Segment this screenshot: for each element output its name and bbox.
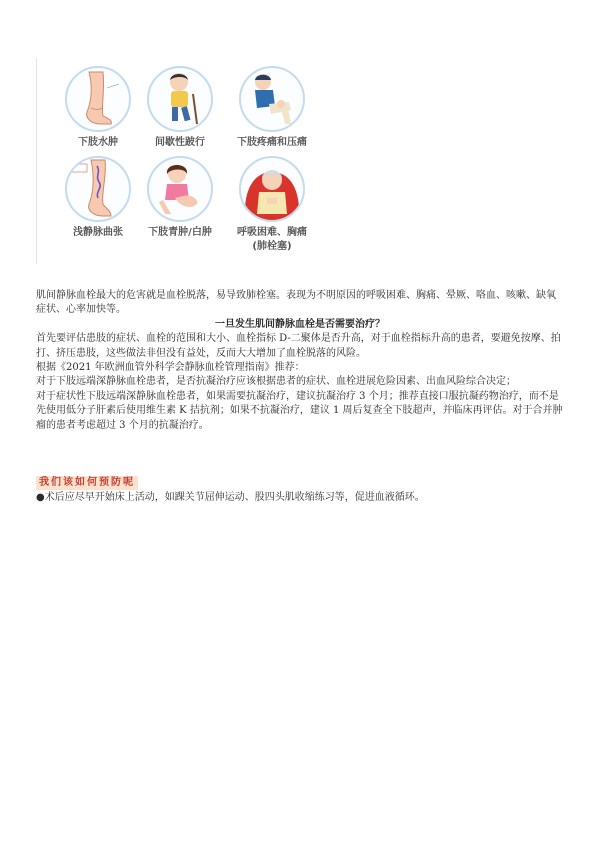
symptom-bruise: [138, 156, 222, 240]
symptom-label: 呼吸困难、胸痛: [237, 227, 307, 238]
paragraph-assessment: 首先要评估患肢的症状、血栓的范围和大小、血栓指标 D-二聚体是否升高，对于血栓指标升高的患者，要避免按摩、拍打、挤压患肢，这些做法非但没有益处，反而大大增加了血栓脱落的风险。: [36, 333, 561, 359]
section-question-title: 一旦发生肌间静脉血栓是否需要治疗？: [215, 318, 385, 330]
symptom-label: 下肢疼痛和压痛: [237, 137, 307, 148]
paragraph-recommendation-2: 对于症状性下肢远端深静脉血栓患者，如果需要抗凝治疗，建议抗凝治疗 3 个月；推荐直接口服抗凝药物治疗，而不是先使用低分子肝素后使用维生素 K 拮抗剂；如果不抗凝治疗，建议 1 周后复查全下肢超声，并临床再评估。对于合并肿瘤的患者考虑超过 3 个月的抗凝治疗。: [36, 390, 563, 431]
swollen-leg-icon: [65, 66, 131, 132]
symptom-label: 下肢青肿/白肿: [148, 227, 212, 238]
paragraph-hazard: 肌间静脉血栓最大的危害就是血栓脱落，易导致肺栓塞。表现为不明原因的呼吸困难、胸痛、晕厥、咯血、咳嗽、缺氧症状、心率加快等。: [36, 290, 556, 316]
symptom-varicose: [56, 156, 140, 240]
prevention-heading: 我们该如何预防呢: [36, 476, 138, 490]
paragraph-guideline: 根据《2021 年欧洲血管外科学会静脉血栓管理指南》推荐：: [36, 362, 305, 374]
symptom-leg-pain: [230, 66, 314, 150]
prevention-bullet: ●术后应尽早开始床上活动，如踝关节屈伸运动、股四头肌收缩练习等，促进血液循环。: [36, 492, 425, 503]
symptoms-figure: [36, 58, 312, 264]
symptom-claudication: [138, 66, 222, 150]
symptom-dyspnea: [230, 156, 314, 254]
symptom-label: 下肢水肿: [78, 137, 118, 148]
leg-pain-icon: [239, 66, 305, 132]
paragraph-recommendation-1: 对于下肢远端深静脉血栓患者，是否抗凝治疗应该根据患者的症状、血栓进展危险因素、出血风险综合决定；: [36, 376, 516, 388]
article-body: [36, 289, 564, 433]
symptom-label: 浅静脉曲张: [73, 227, 123, 238]
symptom-swelling: [56, 66, 140, 150]
figure-border: [36, 58, 37, 264]
girl-swollen-leg-icon: [147, 156, 213, 222]
symptom-label: 间歇性跛行: [155, 137, 205, 148]
symptom-sublabel: (肺栓塞): [252, 241, 292, 252]
elderly-chest-pain-icon: [239, 156, 305, 222]
varicose-vein-icon: [65, 156, 131, 222]
limping-boy-icon: [147, 66, 213, 132]
